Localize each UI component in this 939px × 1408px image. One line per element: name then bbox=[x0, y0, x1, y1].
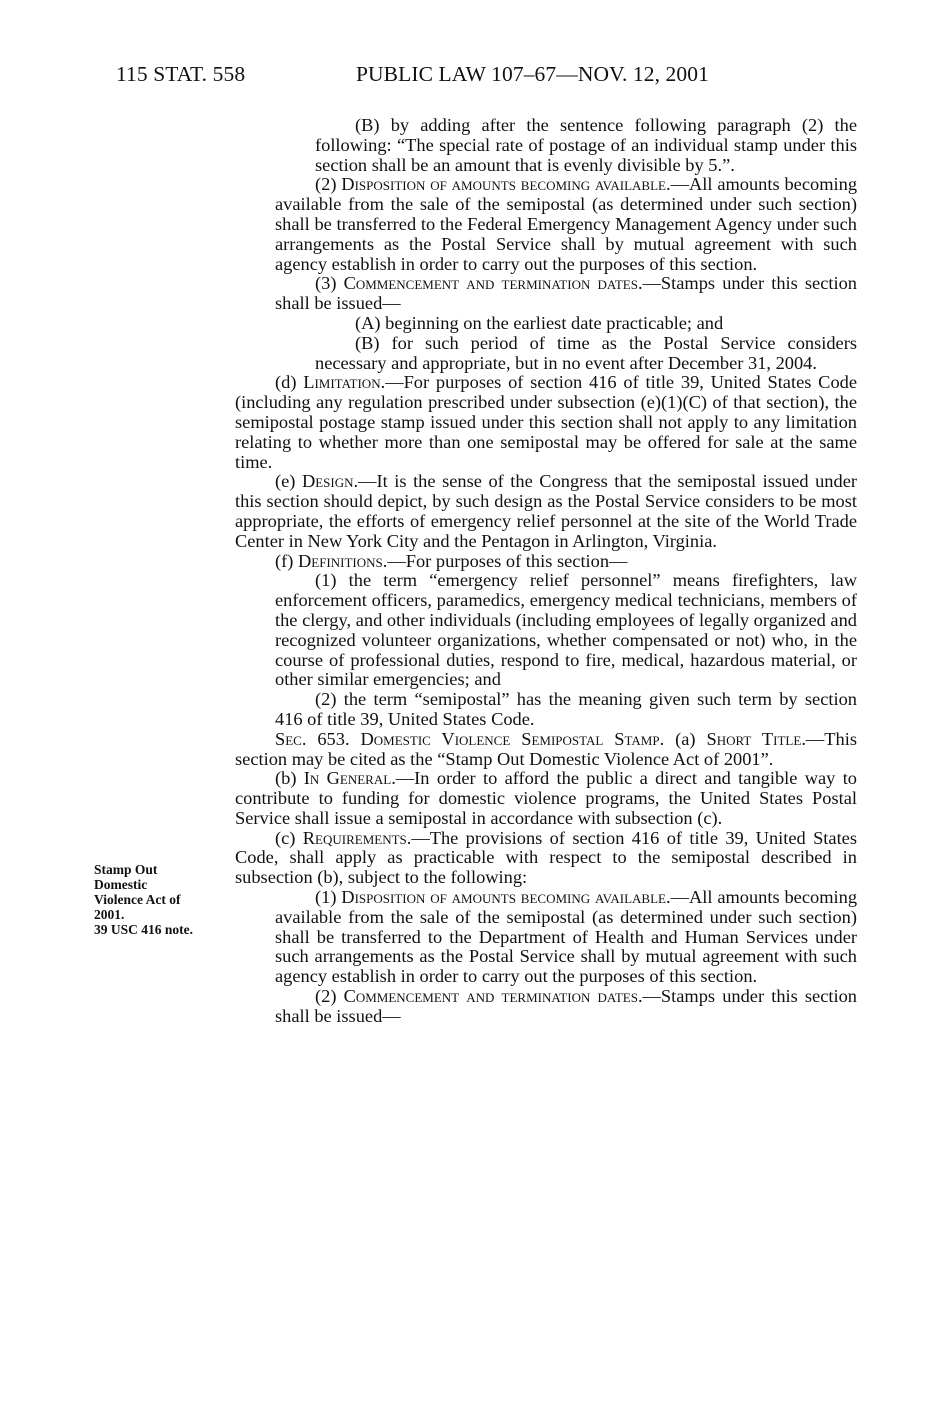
small-caps-heading: Requirements bbox=[302, 827, 407, 848]
small-caps-heading: Commencement and termination dates bbox=[343, 273, 638, 294]
paragraph-text: .—All amounts becoming available from the sale of the semipostal (as determined under such section) shall be transferred to the Federal Emergency Management Agency under such arrangements as the Postal Service shall by mutual agreement with such agency establish in order to carry out the purposes of this section. bbox=[275, 174, 858, 274]
statute-paragraph bbox=[235, 690, 857, 730]
paragraph-text: (B) for such period of time as the Postal Service considers necessary and appropriate, but in no event after December 31, 2004. bbox=[315, 332, 857, 373]
margin-note-line: 2001. bbox=[94, 907, 125, 922]
paragraph-text: .—For purposes of section 416 of title 39, United States Code (including any regulation prescribed under subsection (e)(1)(C) of that section), the semipostal postage stamp issued under this section shall not apply to any limitation relating to whether more than one semipostal may be offered for sale at the same time. bbox=[235, 372, 858, 472]
statute-paragraph bbox=[235, 829, 857, 888]
public-law-reference: PUBLIC LAW 107–67—NOV. 12, 2001 bbox=[356, 62, 709, 86]
running-header bbox=[0, 62, 939, 92]
statute-paragraph bbox=[235, 987, 857, 1027]
paragraph-text: (3) bbox=[315, 273, 344, 294]
paragraph-text: (d) bbox=[275, 372, 304, 393]
small-caps-heading: Design bbox=[301, 471, 354, 492]
small-caps-heading: Commencement and termination dates bbox=[343, 986, 638, 1007]
paragraph-text: (a) bbox=[664, 728, 707, 749]
paragraph-text: (2) bbox=[315, 174, 342, 195]
paragraph-text: .—Stamps under this section shall be issued— bbox=[275, 986, 857, 1026]
margin-note-citation: 39 USC 416 note. bbox=[94, 922, 194, 937]
paragraph-text: .—For purposes of this section— bbox=[382, 550, 628, 571]
paragraph-text: .—It is the sense of the Congress that the semipostal issued under this section should depict, by such design as the Postal Service considers to be most appropriate, the efforts of emergency relief personnel at the site of the World Trade Center in New York City and the Pentagon in Arlington, Virginia. bbox=[235, 471, 857, 551]
statute-paragraph bbox=[235, 888, 857, 987]
paragraph-text: (2) the term “semipostal” has the meaning given such term by section 416 of title 39, United States Code. bbox=[275, 689, 857, 729]
statute-paragraph bbox=[235, 730, 857, 770]
paragraph-text: (e) bbox=[275, 471, 302, 492]
statute-paragraph bbox=[235, 334, 857, 374]
statute-paragraph bbox=[235, 274, 857, 314]
paragraph-text: (b) bbox=[275, 768, 304, 789]
paragraph-text: .—In order to afford the public a direct and tangible way to contribute to funding for domestic violence programs, the United States Postal Service shall issue a semipostal in accordance with subsection (c). bbox=[235, 768, 858, 828]
paragraph-text: (2) bbox=[315, 986, 344, 1007]
statute-paragraph bbox=[235, 472, 857, 551]
statute-body bbox=[235, 116, 857, 1027]
margin-note bbox=[94, 862, 224, 937]
margin-note-line: Domestic bbox=[94, 877, 148, 892]
paragraph-text: (A) beginning on the earliest date practicable; and bbox=[355, 312, 724, 333]
paragraph-text: .—The provisions of section 416 of title 39, United States Code, shall apply as practicable with respect to the semipostal described in subsection (b), subject to the following: bbox=[235, 827, 857, 888]
statute-paragraph bbox=[235, 175, 857, 274]
paragraph-text: .—Stamps under this section shall be issued— bbox=[275, 273, 857, 314]
paragraph-text: (c) bbox=[275, 827, 303, 848]
statute-paragraph bbox=[235, 116, 857, 175]
paragraph-text: (1) the term “emergency relief personnel” means firefighters, law enforcement officers, paramedics, emergency medical technicians, members of the clergy, and other individuals (including employees of legally organized and recognized volunteer organizations, whether compensated or not) who, in the course of professional duties, respond to fire, medical, hazardous material, or other similar emergencies; and bbox=[275, 570, 857, 690]
paragraph-text: (1) bbox=[315, 887, 342, 908]
statute-paragraph bbox=[235, 373, 857, 472]
statute-paragraph bbox=[235, 571, 857, 690]
statute-paragraph bbox=[235, 552, 857, 572]
small-caps-heading: Definitions bbox=[297, 550, 383, 571]
small-caps-heading: Disposition of amounts becoming available bbox=[341, 887, 666, 908]
margin-note-line: Violence Act of bbox=[94, 892, 181, 907]
paragraph-text: .—All amounts becoming available from the sale of the semipostal (as determined under such section) shall be transferred to the Department of Health and Human Services under such arrangements as the Postal Service shall by mutual agreement with such agency establish in order to carry out the purposes of this section. bbox=[275, 887, 858, 987]
small-caps-heading: In General bbox=[303, 768, 392, 789]
small-caps-heading: Limitation bbox=[303, 372, 381, 393]
statute-paragraph bbox=[235, 314, 857, 334]
paragraph-text: .—This section may be cited as the “Stamp Out Domestic Violence Act of 2001”. bbox=[235, 728, 857, 769]
paragraph-text: (f) bbox=[275, 550, 298, 571]
statute-reference: 115 STAT. 558 bbox=[116, 62, 246, 86]
small-caps-heading: Sec. 653. Domestic Violence Semipostal Stamp. bbox=[275, 728, 665, 749]
margin-note-line: Stamp Out bbox=[94, 862, 158, 877]
small-caps-heading: Disposition of amounts becoming available bbox=[341, 174, 666, 195]
small-caps-heading: Short Title bbox=[706, 728, 802, 749]
paragraph-text: (B) by adding after the sentence following paragraph (2) the following: “The special rate of postage of an individual stamp under this section shall be an amount that is evenly divisible by 5.”. bbox=[315, 115, 857, 175]
statute-paragraph bbox=[235, 769, 857, 828]
